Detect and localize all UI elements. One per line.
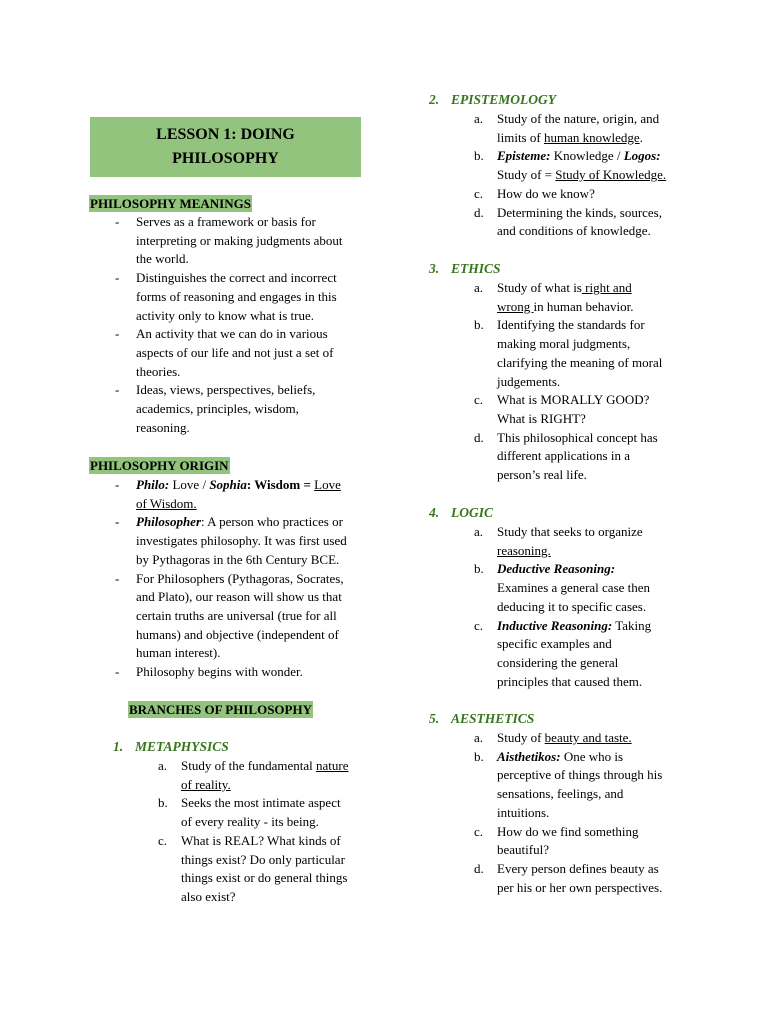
branch-logic-title: 4. LOGIC (429, 505, 494, 520)
list-item: a. Study of the nature, origin, and limits of human knowledge. (474, 111, 660, 145)
meanings-item: - Distinguishes the correct and incorrect forms of reasoning and engages in this activity only to know what is true. (115, 270, 337, 323)
epistemology-list (474, 110, 757, 241)
branch-metaphysics-title: 1. METAPHYSICS (113, 739, 229, 754)
list-item: a. Study of what is right and wrong in human behavior. (474, 280, 634, 314)
list-item: d. Every person defines beauty as per his or her own perspectives. (474, 860, 663, 895)
list-item: c. How do we find something beautiful? (474, 823, 639, 858)
origin-item: - Philosopher: A person who practices or investigates philosophy. It was first used by Pythagoras in the 6th Century BCE. (115, 514, 347, 567)
list-item: a. Study of beauty and taste. (474, 730, 632, 745)
ethics-list (474, 279, 757, 485)
list-item: c. Inductive Reasoning: Taking specific examples and considering the general principles that caused them. (474, 617, 652, 689)
lesson-title-line2: PHILOSOPHY (172, 150, 279, 167)
branches-heading: BRANCHES OF PHILOSOPHY (129, 702, 312, 717)
list-item: b. Episteme: Knowledge / Logos: Study of = Study of Knowledge. (474, 148, 667, 183)
list-item: b. Identifying the standards for making moral judgments, clarifying the meaning of moral judgements. (474, 317, 663, 389)
meanings-list (115, 213, 376, 437)
list-item: b. Deductive Reasoning: Examines a general case then deducing it to specific cases. (474, 561, 651, 614)
aesthetics-list (474, 729, 757, 897)
meanings-item: - Ideas, views, perspectives, beliefs, academics, principles, wisdom, reasoning. (115, 382, 316, 435)
origin-heading: PHILOSOPHY ORIGIN (90, 458, 229, 473)
origin-list (115, 476, 376, 682)
lesson-title (90, 117, 361, 177)
list-item: c. How do we know? (474, 185, 595, 201)
list-item: c. What is MORALLY GOOD? What is RIGHT? (474, 392, 650, 426)
meanings-item: - An activity that we can do in various aspects of our life and not just a set of theories. (115, 326, 334, 379)
logic-list (474, 523, 757, 691)
branch-aesthetics-title: 5. AESTHETICS (429, 711, 535, 726)
branch-epistemology-title: 2. EPISTEMOLOGY (429, 92, 557, 107)
origin-item: - For Philosophers (Pythagoras, Socrates, and Plato), our reason will show us that certain truths are universal (true for all humans) and objective (independent of human interest). (115, 570, 344, 661)
list-item: d. Determining the kinds, sources, and conditions of knowledge. (474, 204, 662, 239)
branch-ethics-title: 3. ETHICS (429, 261, 501, 276)
list-item: d. This philosophical concept has different applications in a person’s real life. (474, 429, 658, 483)
list-item: a. Study of the fundamental nature of reality. (158, 758, 349, 792)
origin-item: - Philo: Love / Sophia: Wisdom = Love of Wisdom. (115, 477, 341, 511)
list-item: b. Seeks the most intimate aspect of every reality - its being. (158, 795, 341, 830)
metaphysics-list (158, 757, 381, 907)
lesson-title-line1: LESSON 1: DOING (156, 126, 295, 143)
list-item: c. What is REAL? What kinds of things exist? Do only particular things exist or do general things also exist? (158, 832, 348, 904)
list-item: a. Study that seeks to organize reasoning. (474, 524, 643, 558)
origin-item: - Philosophy begins with wonder. (115, 664, 303, 680)
meanings-item: - Serves as a framework or basis for interpreting or making judgments about the world. (115, 214, 343, 267)
meanings-heading: PHILOSOPHY MEANINGS (90, 196, 251, 211)
list-item: b. Aisthetikos: One who is perceptive of things through his sensations, feelings, and intuitions. (474, 748, 663, 820)
